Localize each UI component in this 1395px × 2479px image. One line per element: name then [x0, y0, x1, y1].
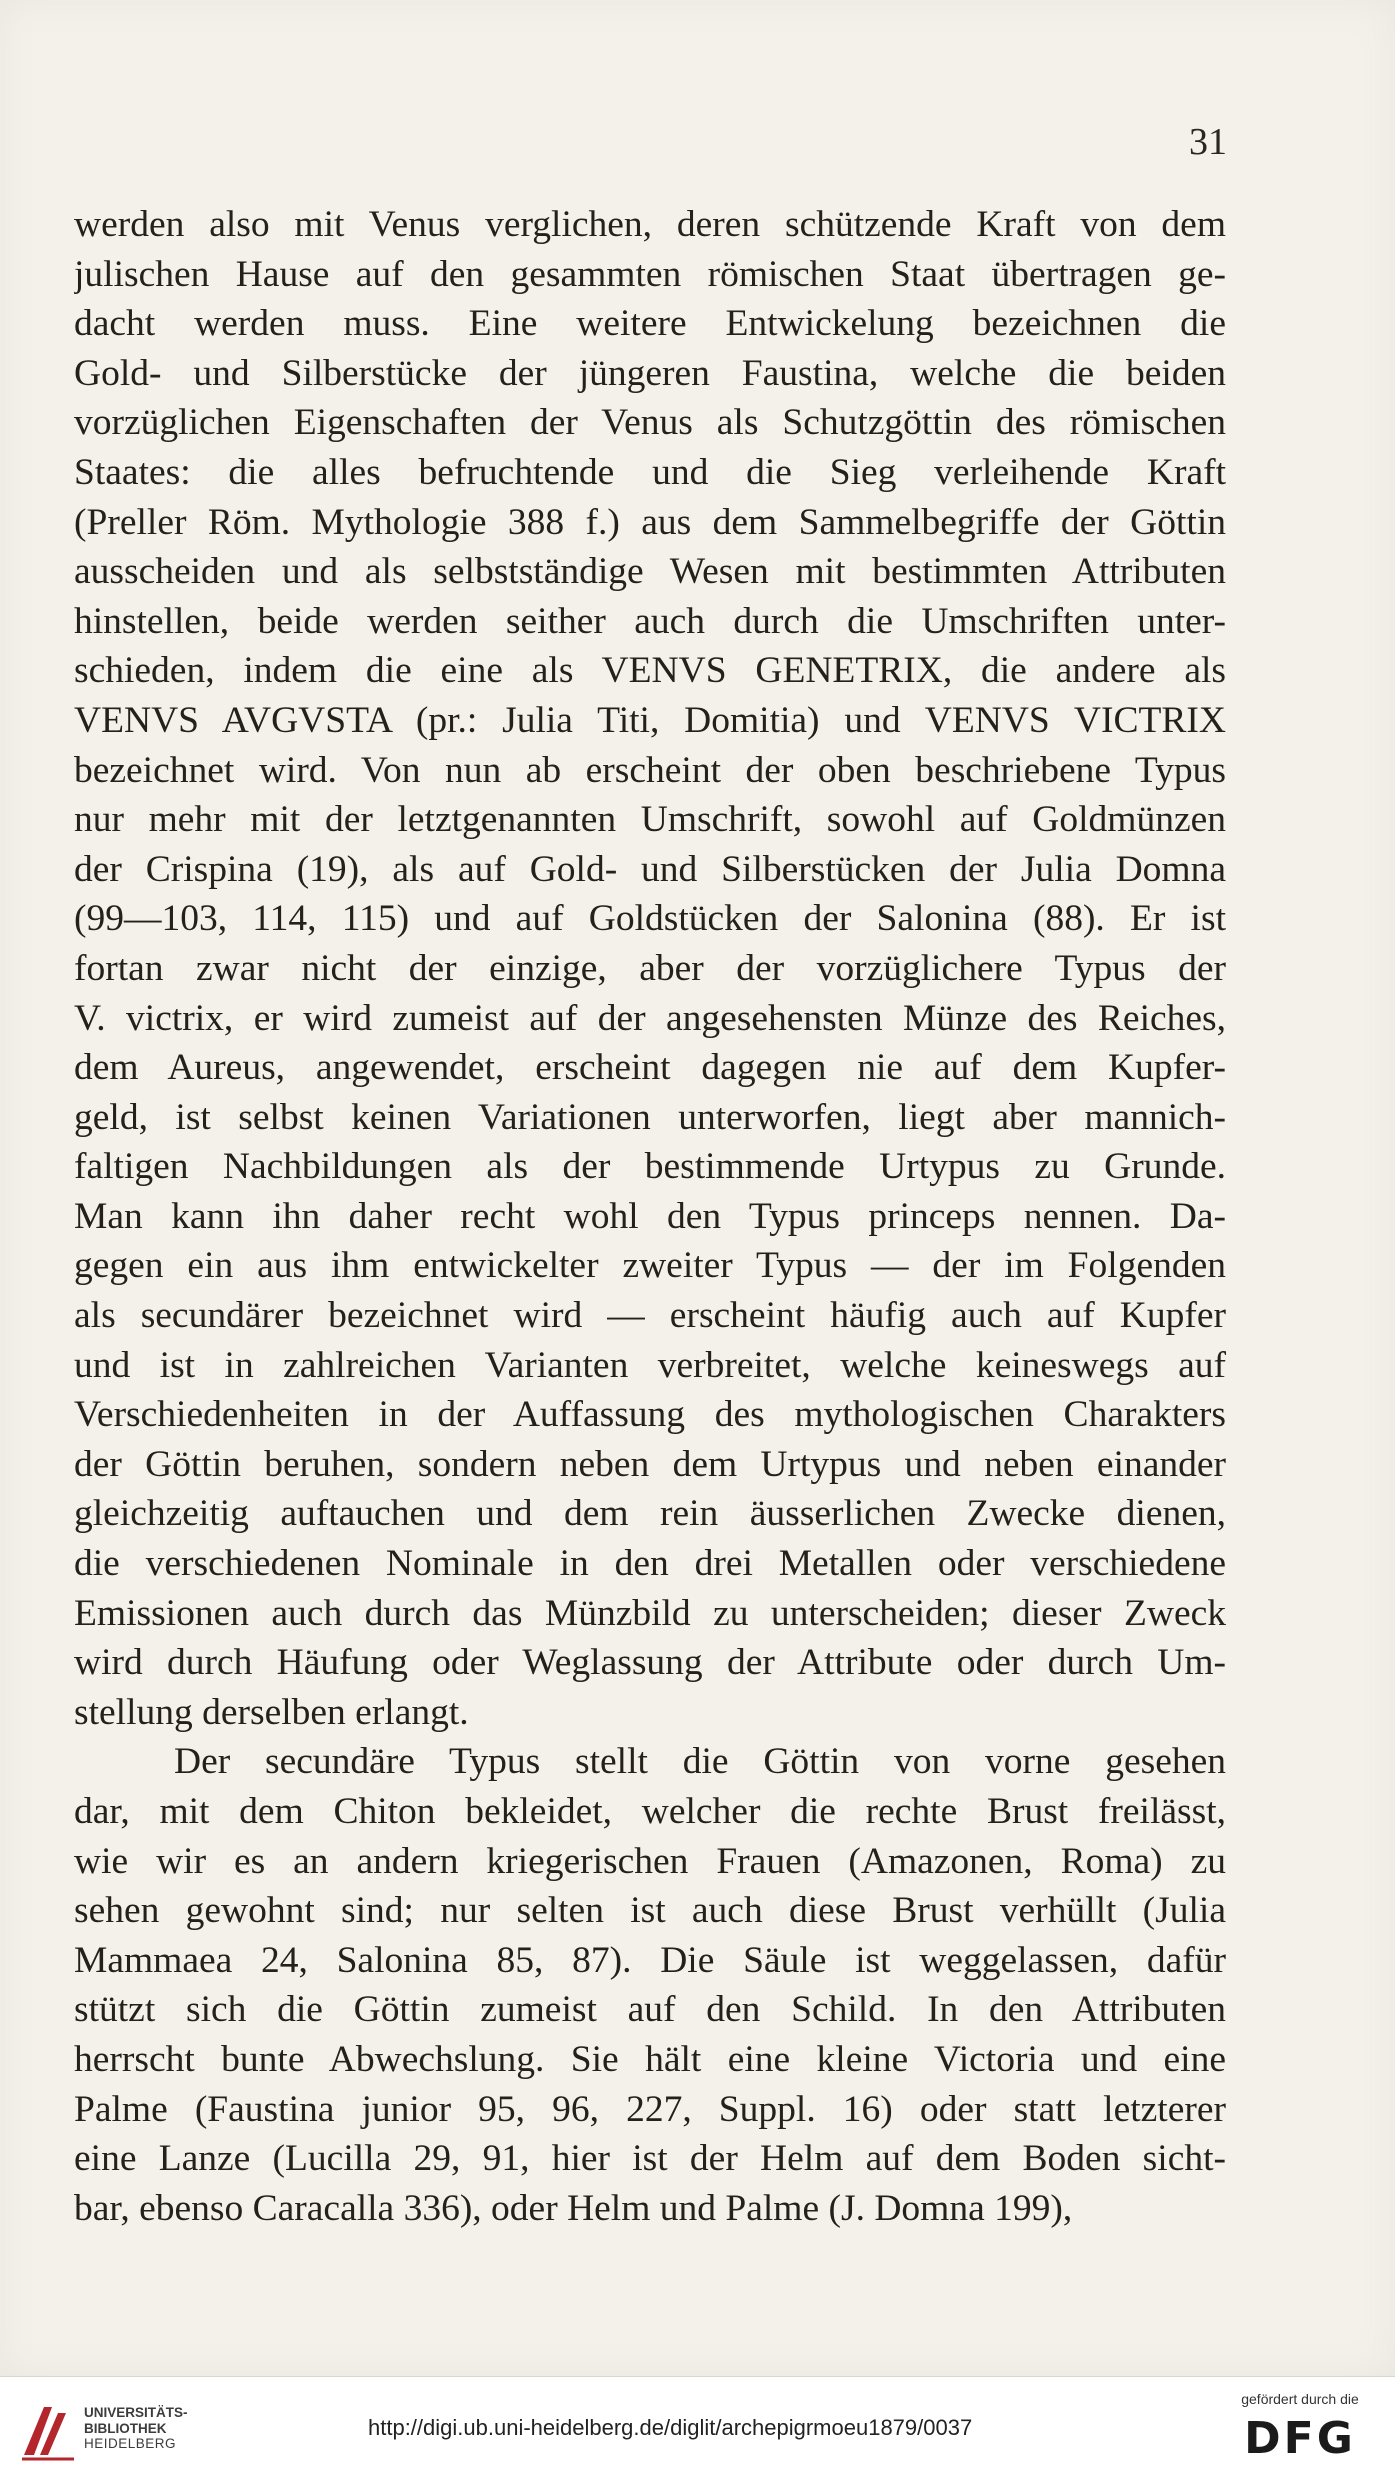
- text-line: gegen ein aus ihm entwickelter zweiter Typus — der im Folgenden: [74, 1245, 1226, 1287]
- institution-line: UNIVERSITÄTS-: [84, 2405, 188, 2420]
- page-number: 31: [1189, 121, 1227, 163]
- dfg-logo: DFG: [1244, 2413, 1356, 2464]
- text-line: nur mehr mit der letztgenannten Umschrift, sowohl auf Goldmünzen: [74, 799, 1226, 841]
- text-line: dar, mit dem Chiton bekleidet, welcher die rechte Brust freilässt,: [74, 1791, 1226, 1832]
- text-line: hinstellen, beide werden seither auch durch die Umschriften unter-: [74, 600, 1226, 642]
- text-line: Mammaea 24, Salonina 85, 87). Die Säule ist weggelassen, dafür: [74, 1939, 1226, 1981]
- text-line: eine Lanze (Lucilla 29, 91, hier ist der Helm auf dem Boden sicht-: [74, 2138, 1226, 2180]
- text-line: bar, ebenso Caracalla 336), oder Helm und Palme (J. Domna 199),: [74, 2187, 1073, 2229]
- text-line: Verschiedenheiten in der Auffassung des mythologischen Charakters: [74, 1394, 1226, 1436]
- body-text: [74, 200, 1226, 2233]
- text-line: Man kann ihn daher recht wohl den Typus princeps nennen. Da-: [74, 1195, 1226, 1237]
- ub-heidelberg-logo-icon[interactable]: [14, 2397, 84, 2467]
- text-line: und ist in zahlreichen Varianten verbreitet, welche keineswegs auf: [74, 1344, 1226, 1386]
- institution-line: BIBLIOTHEK: [84, 2420, 167, 2436]
- text-line: Gold- und Silberstücke der jüngeren Faustina, welche die beiden: [74, 352, 1226, 394]
- text-line: als secundärer bezeichnet wird — erscheint häufig auch auf Kupfer: [74, 1295, 1226, 1337]
- text-line: (99—103, 114, 115) und auf Goldstücken der Salonina (88). Er ist: [74, 898, 1226, 940]
- text-line: dem Aureus, angewendet, erscheint dagegen nie auf dem Kupfer-: [74, 1047, 1226, 1089]
- text-line: Emissionen auch durch das Münzbild zu unterscheiden; dieser Zweck: [74, 1592, 1226, 1634]
- text-line: stellung derselben erlangt.: [74, 1691, 469, 1733]
- text-line: ausscheiden und als selbstständige Wesen mit bestimmten Attributen: [74, 551, 1226, 593]
- text-line: sehen gewohnt sind; nur selten ist auch diese Brust verhüllt (Julia: [74, 1890, 1226, 1932]
- text-line: fortan zwar nicht der einzige, aber der vorzüglichere Typus der: [74, 947, 1226, 989]
- text-line: dacht werden muss. Eine weitere Entwickelung bezeichnen die: [74, 303, 1226, 345]
- text-line: der Göttin beruhen, sondern neben dem Urtypus und neben einander: [74, 1443, 1226, 1485]
- text-line: geld, ist selbst keinen Variationen unterworfen, liegt aber mannich-: [74, 1096, 1226, 1138]
- text-line: gleichzeitig auftauchen und dem rein äusserlichen Zwecke dienen,: [74, 1493, 1226, 1535]
- funder-caption: gefördert durch die: [1241, 2391, 1359, 2407]
- text-line: vorzüglichen Eigenschaften der Venus als Schutzgöttin des römischen: [74, 402, 1226, 444]
- text-line: herrscht bunte Abwechslung. Sie hält eine kleine Victoria und eine: [74, 2038, 1226, 2080]
- viewer-footer: [0, 2376, 1395, 2479]
- text-line: Palme (Faustina junior 95, 96, 227, Suppl. 16) oder statt letzterer: [74, 2088, 1226, 2130]
- institution-name[interactable]: [84, 2405, 188, 2452]
- text-line: Der secundäre Typus stellt die Göttin von vorne gesehen: [174, 1741, 1226, 1783]
- text-line: V. victrix, er wird zumeist auf der angesehensten Münze des Reiches,: [74, 997, 1226, 1039]
- text-line: faltigen Nachbildungen als der bestimmende Urtypus zu Grunde.: [74, 1146, 1226, 1188]
- text-line: der Crispina (19), als auf Gold- und Silberstücken der Julia Domna: [74, 848, 1226, 890]
- text-line: schieden, indem die eine als VENVS GENETRIX, die andere als: [74, 650, 1226, 692]
- text-line: VENVS AVGVSTA (pr.: Julia Titi, Domitia) und VENVS VICTRIX: [74, 699, 1226, 741]
- text-line: (Preller Röm. Mythologie 388 f.) aus dem Sammelbegriffe der Göttin: [74, 501, 1226, 543]
- text-line: julischen Hause auf den gesammten römischen Staat übertragen ge-: [74, 253, 1226, 295]
- permalink-url[interactable]: http://digi.ub.uni-heidelberg.de/diglit/archepigrmoeu1879/0037: [368, 2415, 973, 2440]
- text-line: bezeichnet wird. Von nun ab erscheint der oben beschriebene Typus: [74, 749, 1226, 791]
- text-line: die verschiedenen Nominale in den drei Metallen oder verschiedene: [74, 1543, 1226, 1585]
- funder-block[interactable]: [1225, 2391, 1375, 2464]
- text-line: wird durch Häufung oder Weglassung der Attribute oder durch Um-: [74, 1642, 1226, 1684]
- text-line: stützt sich die Göttin zumeist auf den Schild. In den Attributen: [74, 1989, 1226, 2031]
- text-line: werden also mit Venus verglichen, deren schützende Kraft von dem: [74, 204, 1226, 245]
- text-line: Staates: die alles befruchtende und die Sieg verleihende Kraft: [74, 451, 1226, 493]
- institution-line: HEIDELBERG: [84, 2436, 177, 2451]
- text-line: wie wir es an andern kriegerischen Frauen (Amazonen, Roma) zu: [74, 1840, 1226, 1882]
